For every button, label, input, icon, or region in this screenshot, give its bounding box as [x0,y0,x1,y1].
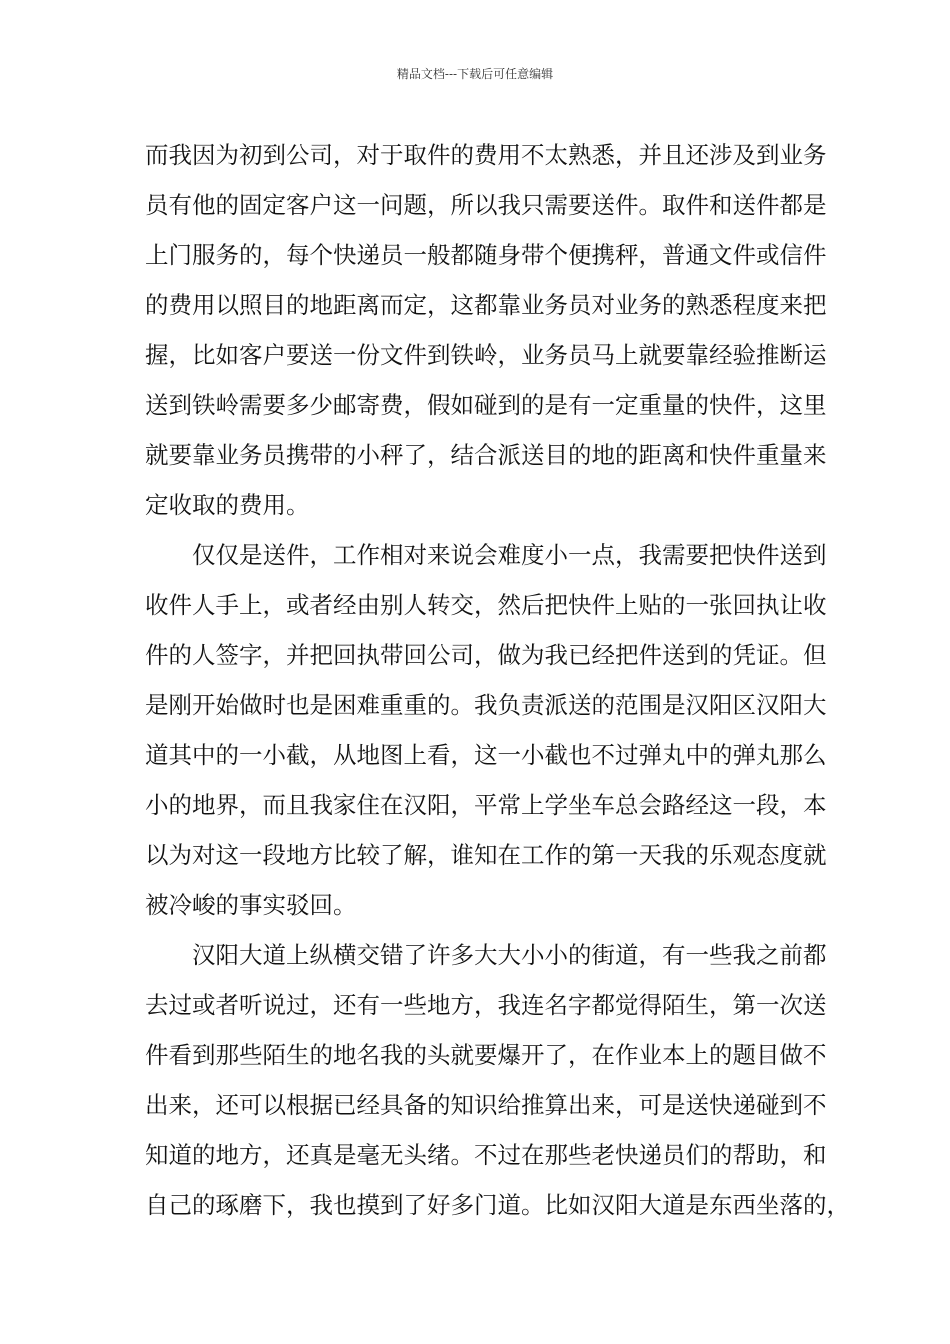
text-line: 道其中的一小截，从地图上看，这一小截也不过弹丸中的弹丸那么 [145,741,827,769]
text-line: 收件人手上，或者经由别人转交，然后把快件上贴的一张回执让收 [145,591,827,619]
text-line: 是刚开始做时也是困难重重的。我负责派送的范围是汉阳区汉阳大 [145,691,827,719]
text-line: 件的人签字，并把回执带回公司，做为我已经把件送到的凭证。但 [145,641,827,669]
text-line: 的费用以照目的地距离而定，这都靠业务员对业务的熟悉程度来把 [145,291,827,319]
text-line: 而我因为初到公司，对于取件的费用不太熟悉，并且还涉及到业务 [145,141,827,169]
text-line: 件看到那些陌生的地名我的头就要爆开了，在作业本上的题目做不 [145,1041,827,1069]
text-line: 上门服务的，每个快递员一般都随身带个便携秤，普通文件或信件 [145,241,827,269]
text-line: 送到铁岭需要多少邮寄费，假如碰到的是有一定重量的快件，这里 [145,391,827,419]
paragraph [145,130,827,530]
text-line: 定收取的费用。 [145,491,310,519]
text-line: 被冷峻的事实驳回。 [145,891,357,919]
paragraph [145,930,850,1230]
text-line: 员有他的固定客户这一问题，所以我只需要送件。取件和送件都是 [145,191,827,219]
text-line: 就要靠业务员携带的小秤了，结合派送目的地的距离和快件重量来 [145,441,827,469]
text-line: 自己的琢磨下，我也摸到了好多门道。比如汉阳大道是东西坐落的， [145,1191,850,1219]
text-line: 以为对这一段地方比较了解，谁知在工作的第一天我的乐观态度就 [145,841,827,869]
page-header: 精品文档---下载后可任意编辑 [396,67,554,81]
text-line: 仅仅是送件，工作相对来说会难度小一点，我需要把快件送到 [192,541,827,569]
text-line: 小的地界，而且我家住在汉阳，平常上学坐车总会路经这一段，本 [145,791,827,819]
paragraph [145,530,827,930]
text-line: 去过或者听说过，还有一些地方，我连名字都觉得陌生，第一次送 [145,991,827,1019]
text-line: 出来，还可以根据已经具备的知识给推算出来，可是送快递碰到不 [145,1091,827,1119]
document-body [145,130,850,1230]
text-line: 汉阳大道上纵横交错了许多大大小小的街道，有一些我之前都 [192,941,827,969]
text-line: 知道的地方，还真是毫无头绪。不过在那些老快递员们的帮助，和 [145,1141,827,1169]
text-line: 握，比如客户要送一份文件到铁岭，业务员马上就要靠经验推断运 [145,341,827,369]
